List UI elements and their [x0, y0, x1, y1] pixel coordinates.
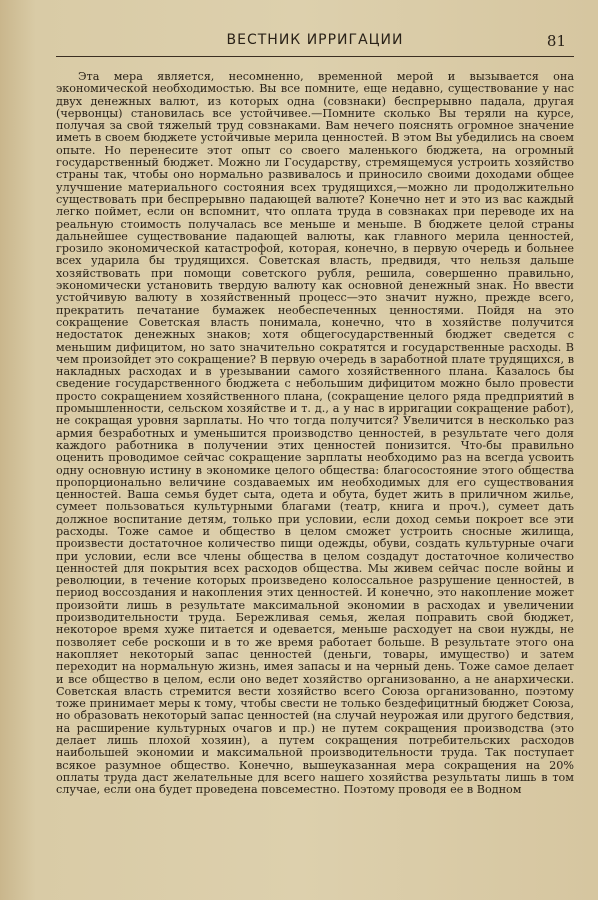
article-paragraph: Эта мера является, несомненно, временной мерой и вызывается она экономической необходимостью. Вы все помните, еще недавно, существование у нас двух денежных валют, из которых одна (совзнаки) беспрерывно падала, другая (червонцы) становилась все устойчивее.—Помните сколько Вы теряли на курсе, получая за свой тяжелый труд совзнаками. Вам нечего пояснять огромное значение иметь в своем бюджете устойчивые мерила ценностей. В этом Вы убедились на своем опыте. Но перенесите этот опыт со своего маленького бюджета, на огромный государственный бюджет. Можно ли Государству, стремящемуся устроить хозяйство страны так, чтобы оно нормально развивалось и приносило своими доходами общее улучшение материального состояния всех трудящихся,—можно ли продолжительно существовать при беспрерывно падающей валюте? Конечно нет и это из вас каждый легко поймет, если он вспомнит, что оплата труда в совзнаках при переводе их на реальную стоимость получалась все меньше и меньше. В бюджете целой страны дальнейшее существование падающей валюты, как главного мерила ценностей, грозило экономической катастрофой, которая, конечно, в первую очередь и больнее всех ударила бы трудящихся. Советская власть, предвидя, что нельзя дальше хозяйствовать при помощи советского рубля, решила, совершенно правильно, экономически установить твердую валюту как основной денежный знак. Но ввести устойчивую валюту в хозяйственный процесс—это значит нужно, прежде всего, прекратить печатание бумажек необеспеченных ценностями. Пойдя на это сокращение Советская власть понимала, конечно, что в хозяйстве получится недостаток денежных знаков; хотя общегосударственный бюджет сведется с меньшим дифицитом, но зато значительно сократятся и государственные расходы. В чем произойдет это сокращение? В первую очередь в заработной плате трудящихся, в накладных расходах и в урезывании самого хозяйственного плана. Казалось бы сведение государственного бюджета с небольшим дифицитом можно было провести просто сокращением хозяйственного плана, (сокращение целого ряда предприятий в промышленности, сельском хозяйстве и т. д., а у нас в ирригации сокращение работ), не сокращая уровня зарплаты. Но что тогда получится? Увеличится в несколько раз армия безработных и уменьшится производство ценностей, в результате чего доля каждого работника в получении этих ценностей понизится. Что-бы правильно оценить проводимое сейчас сокращение зарплаты необходимо раз на всегда усвоить одну основную истину в экономике целого общества: благосостояние этого общества пропорционально величине создаваемых им необходимых для его существования ценностей. Ваша семья будет сыта, одета и обута, будет жить в приличном жилье, сумеет пользоваться культурными благами (театр, книга и проч.), сумеет дать должное воспитание детям, только при условии, если доход семьи покроет все эти расходы. Тоже самое и общество в целом сможет устроить сносные жилища, произвести достаточное количество пищи одежды, обуви, создать культурные очаги при условии, если все члены общества в целом создадут достаточное количество ценностей для покрытия всех расходов общества. Мы живем сейчас после войны и революции, в течение которых произведено колоссальное разрушение ценностей, в период воссоздания и накопления этих ценностей. И конечно, это накопление может произойти лишь в результате максимальной экономии в расходах и увеличении производительности труда. Бережливая семья, желая поправить свой бюджет, некоторое время хуже питается и одевается, меньше расходует на свои нужды, не позволяет себе роскоши и в то же время работает больше. В результате этого она накопляет некоторый запас ценностей (деньги, товары, имущество) и затем переходит на нормальную жизнь, имея запасы и на черный день. Тоже самое делает и все общество в целом, если оно ведет хозяйство организованно, а не анархически. Советская власть стремится вести хозяйство всего Союза организованно, поэтому тоже принимает меры к тому, чтобы свести не только бездефицитный бюджет Союза, но образовать некоторый запас ценностей (на случай неурожая или другого бедствия, на расширение культурных очагов и пр.) не путем сокращения производства (это делает лишь плохой хозяин), а путем сокращения потребительских расходов наибольшей экономии и максимальной производительности труда. Так поступает всякое разумное общество. Конечно, вышеуказанная мера сокращения на 20% оплаты труда даст желательные для всего нашего хозяйства результаты лишь в том случае, если она будет проведена повсеместно. Поэтому проводя ее в Водном	[56, 70, 575, 797]
running-title: ВЕСТНИК ИРРИГАЦИИ	[226, 32, 404, 48]
page-number: 81	[546, 32, 566, 50]
running-header	[56, 30, 574, 57]
